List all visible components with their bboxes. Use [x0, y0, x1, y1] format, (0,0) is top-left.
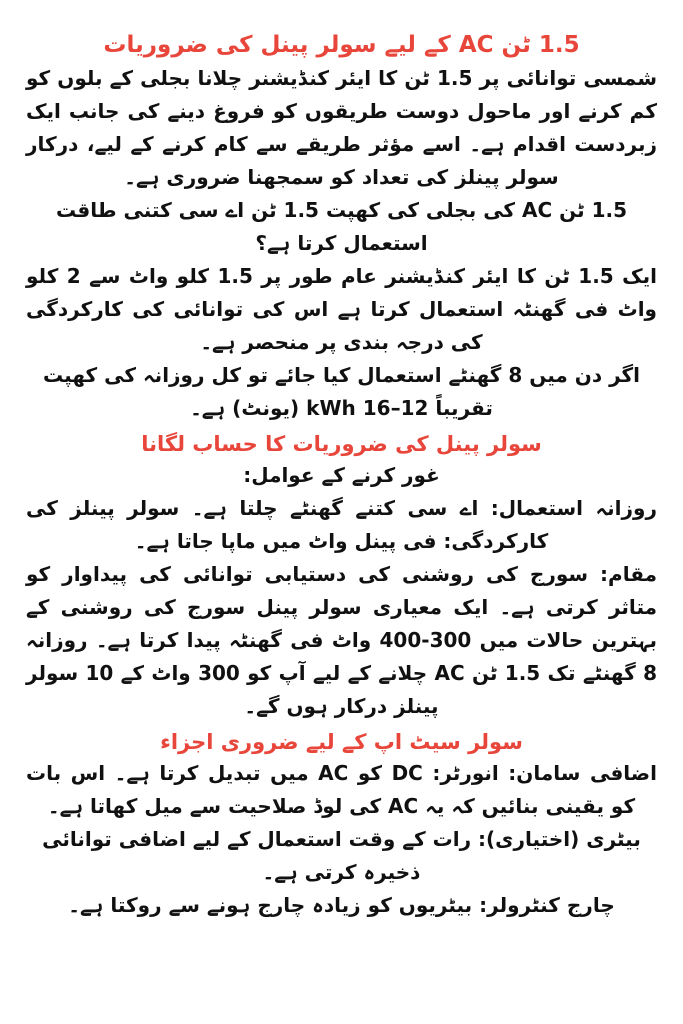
intro-paragraph: شمسی توانائی پر 1.5 ٹن کا ایئر کنڈیشنر چلانا بجلی کے بلوں کو کم کرنے اور ماحول دوست طریقوں کو فروغ دینے کی جانب ایک زبردست اقدام ہے۔ اسے مؤثر طریقے سے کام کرنے کے لیے، درکار سولر پینلز کی تعداد کو سمجھنا ضروری ہے۔: [26, 66, 658, 189]
location-paragraph: مقام: سورج کی روشنی کی دستیابی توانائی کی پیداوار کو متاثر کرتی ہے۔ ایک معیاری سولر پینل سورج کی روشنی کے بہترین حالات میں 300-400 واٹ فی گھنٹہ پیدا کرتا ہے۔ روزانہ 8 گھنٹے تک 1.5 ٹن AC چلانے کے لیے آپ کو 300 واٹ کے 10 سولر پینلز درکار ہوں گے۔: [26, 562, 658, 718]
daily-consumption-paragraph: اگر دن میں 8 گھنٹے استعمال کیا جائے تو کل روزانہ کی کھپت تقریباً 12–16 kWh (یونٹ) ہے۔: [43, 363, 640, 420]
usage-efficiency-paragraph: روزانہ استعمال: اے سی کتنے گھنٹے چلتا ہے۔ سولر پینلز کی کارکردگی: فی پینل واٹ میں ماپا جاتا ہے۔: [26, 496, 657, 553]
inverter-paragraph: اضافی سامان: انورٹر: DC کو AC میں تبدیل کرتا ہے۔ اس بات کو یقینی بنائیں کہ یہ AC کی لوڈ صلاحیت سے میل کھاتا ہے۔: [26, 761, 657, 818]
consumption-paragraph: ایک 1.5 ٹن کا ایئر کنڈیشنر عام طور پر 1.5 کلو واٹ سے 2 کلو واٹ فی گھنٹہ استعمال کرتا ہے اس کی توانائی کی کارکردگی کی درجہ بندی پر منحصر ہے۔: [26, 264, 657, 354]
consumption-question: 1.5 ٹن AC کی بجلی کی کھپت 1.5 ٹن اے سی کتنی طاقت استعمال کرتا ہے؟: [55, 198, 628, 255]
battery-paragraph: بیٹری (اختیاری): رات کے وقت استعمال کے لیے اضافی توانائی ذخیرہ کرتی ہے۔: [42, 827, 641, 884]
section-heading-calculation: سولر پینل کی ضروریات کا حساب لگانا: [141, 432, 542, 456]
section-heading-components: سولر سیٹ اپ کے لیے ضروری اجزاء: [160, 730, 523, 754]
factors-heading: غور کرنے کے عوامل:: [243, 463, 440, 487]
article-title: 1.5 ٹن AC کے لیے سولر پینل کی ضروریات: [103, 32, 580, 58]
charge-controller-paragraph: چارج کنٹرولر: بیٹریوں کو زیادہ چارج ہونے سے روکتا ہے۔: [68, 893, 615, 917]
